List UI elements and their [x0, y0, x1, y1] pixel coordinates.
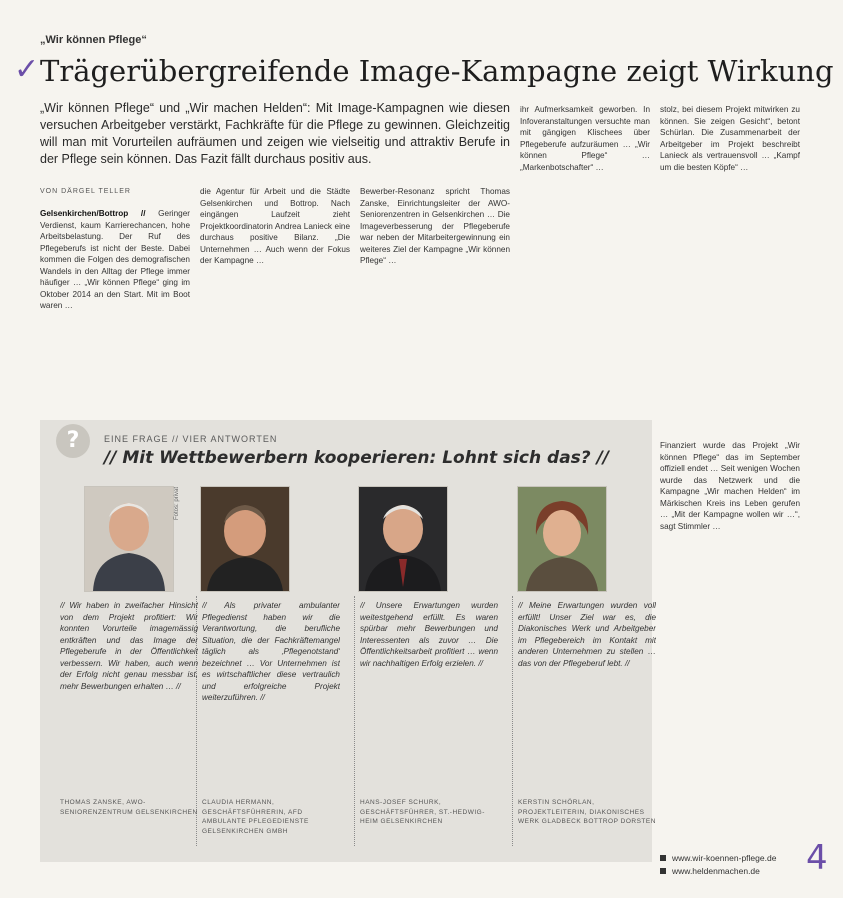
- article-kicker: „Wir können Pflege“: [40, 34, 147, 46]
- web-link-item[interactable]: [660, 852, 776, 865]
- article-column-3: Bewerber-Resonanz spricht Thomas Zanske, Einrichtungsleiter der AWO-Seniorenzentren in Gelsenkirchen … Die Imageverbesserung der Pflegeberufe war neben der Mitarbeitergewinnung ein weiteres Ziel der Kampagne „Wir können Pflege“ …: [360, 187, 510, 265]
- answer-quote-3: // Unsere Erwartungen wurden weitestgehend erfüllt. Es waren spürbar mehr Bewerbungen und Interessenten als zuvor … Die Öffentlichkeitsarbeit profitiert … wenn wir nachhaltigen Erfolg erzielen. //: [360, 601, 498, 668]
- portrait-photo-4: [517, 486, 607, 592]
- answer-attribution-3: HANS-JOSEF SCHURK, GESCHÄFTSFÜHRER, ST.-HEDWIG-HEIM GELSENKIRCHEN: [360, 799, 485, 825]
- web-link-2[interactable]: www.heldenmachen.de: [672, 866, 760, 876]
- answer-quote-4: // Meine Erwartungen wurden voll erfüllt! Unser Ziel war es, die Diakonisches Werk und Arbeitgeber im Pflegebereich im Kontakt mit anderen Unternehmen zu stellen … das von der Pflegeberuf lebt. //: [518, 601, 656, 668]
- web-link-1[interactable]: www.wir-koennen-pflege.de: [672, 853, 777, 863]
- column-divider: [354, 596, 355, 846]
- article-column-2: die Agentur für Arbeit und die Städte Gelsenkirchen und Bottrop. Nach eingängen Laufzeit zieht Projektkoordinatorin Andrea Lanieck eine durchaus positive Bilanz. „Die Unternehmen … Auch wenn der Fokus der Kampagne …: [200, 187, 350, 265]
- portrait-photo-2: [200, 486, 290, 592]
- answer-quote-1: // Wir haben in zweifacher Hinsicht von dem Projekt profitiert: Wir konnten Vorurteile imagemässig entkräften und das Image der Pflegeberufe in der Öffentlichkeit verbessern. Wir haben, auch wenn der Erfolg nicht genau messbar ist, mehr Bewerbungen erhalten … //: [60, 601, 198, 691]
- question-box-title: // Mit Wettbewerbern kooperieren: Lohnt sich das? //: [104, 448, 609, 468]
- article-dateline: Gelsenkirchen/Bottrop //: [40, 209, 146, 218]
- answer-quote-2: // Als privater ambulanter Pflegedienst haben wir die Verantwortung, die berufliche Situation, die der Fachkräftemangel täglich als ‚Pflegenotstand‘ bezeichnet … Vor Unternehmen ist es wirtschaftlicher diese vertraulich und erfolgreiche Projekt weiterzuführen. //: [202, 601, 340, 702]
- web-link-item[interactable]: [660, 865, 776, 878]
- question-mark-icon: ?: [56, 424, 90, 458]
- column-divider: [512, 596, 513, 846]
- article-column-1-text: Geringer Verdienst, kaum Karrierechancen, hohe Arbeitsbelastung. Der Ruf des Pflegeberufs ist nicht der Beste. Dabei kommen die Folgen des demografischen Wandels in den Alltag der Pflege immer häufiger … „Wir können Pflege“ ging im Oktober 2014 an den Start. Mit im Boot waren …: [40, 209, 190, 310]
- page-number: 4: [806, 838, 828, 878]
- portrait-photo-1: [84, 486, 174, 592]
- portrait-photo-3: [358, 486, 448, 592]
- article-column-1: [40, 208, 190, 428]
- article-lead: „Wir können Pflege“ und „Wir machen Helden“: Mit Image-Kampagnen wie diesen versuchen Arbeitgeber verstärkt, Fachkräfte für die Pflege zu gewinnen. Gleichzeitig will man mit Vorurteilen aufräumen und zeigen wie vielseitig und attraktiv Berufe in der Pflege sein können. Das Fazit fällt durchaus positiv aus.: [40, 101, 510, 166]
- article-column-5: stolz, bei diesem Projekt mitwirken zu können. Sie zeigen Gesicht“, betont Schürlan. Die Zusammenarbeit der Arbeitgeber im Projekt beschreibt Lanieck als vertrauensvoll … „Kampf um die besten Köpfe“ …: [660, 105, 800, 172]
- bullet-square-icon: [660, 868, 666, 874]
- answer-attribution-1: THOMAS ZANSKE, AWO-SENIORENZENTRUM GELSENKIRCHEN: [60, 799, 198, 816]
- article-column-4: ihr Aufmerksamkeit geworben. In Infoveranstaltungen versuchte man mit gängigen Klischees über Pflegeberufe aufzuräumen … „Wir können Pflege“ … „Markenbotschafter“ …: [520, 105, 650, 172]
- pen-check-icon: ✓: [14, 52, 40, 87]
- article-headline: Trägerübergreifende Image-Kampagne zeigt Wirkung: [40, 54, 834, 88]
- answer-attribution-2: CLAUDIA HERMANN, GESCHÄFTSFÜHRERIN, AFD AMBULANTE PFLEGEDIENSTE GELSENKIRCHEN GMBH: [202, 799, 309, 835]
- article-byline: VON DÄRGEL TELLER: [40, 188, 131, 195]
- answer-attribution-4: KERSTIN SCHÖRLAN, PROJEKTLEITERIN, DIAKONISCHES WERK GLADBECK BOTTROP DORSTEN: [518, 799, 656, 825]
- question-box-kicker: EINE FRAGE // VIER ANTWORTEN: [104, 434, 278, 444]
- web-links: [660, 852, 776, 878]
- bullet-square-icon: [660, 855, 666, 861]
- article-column-6: Finanziert wurde das Projekt „Wir können Pflege“ das im September offiziell endet … Seit wenigen Wochen wurde das Netzwerk und die Kampagne „Wir machen Helden“ im Märkischen Kreis ins Leben gerufen … „Mit der Kampagne wollen wir …“, sagt Stimmler …: [660, 441, 800, 531]
- photo-credit: Fotos: privat: [174, 486, 180, 520]
